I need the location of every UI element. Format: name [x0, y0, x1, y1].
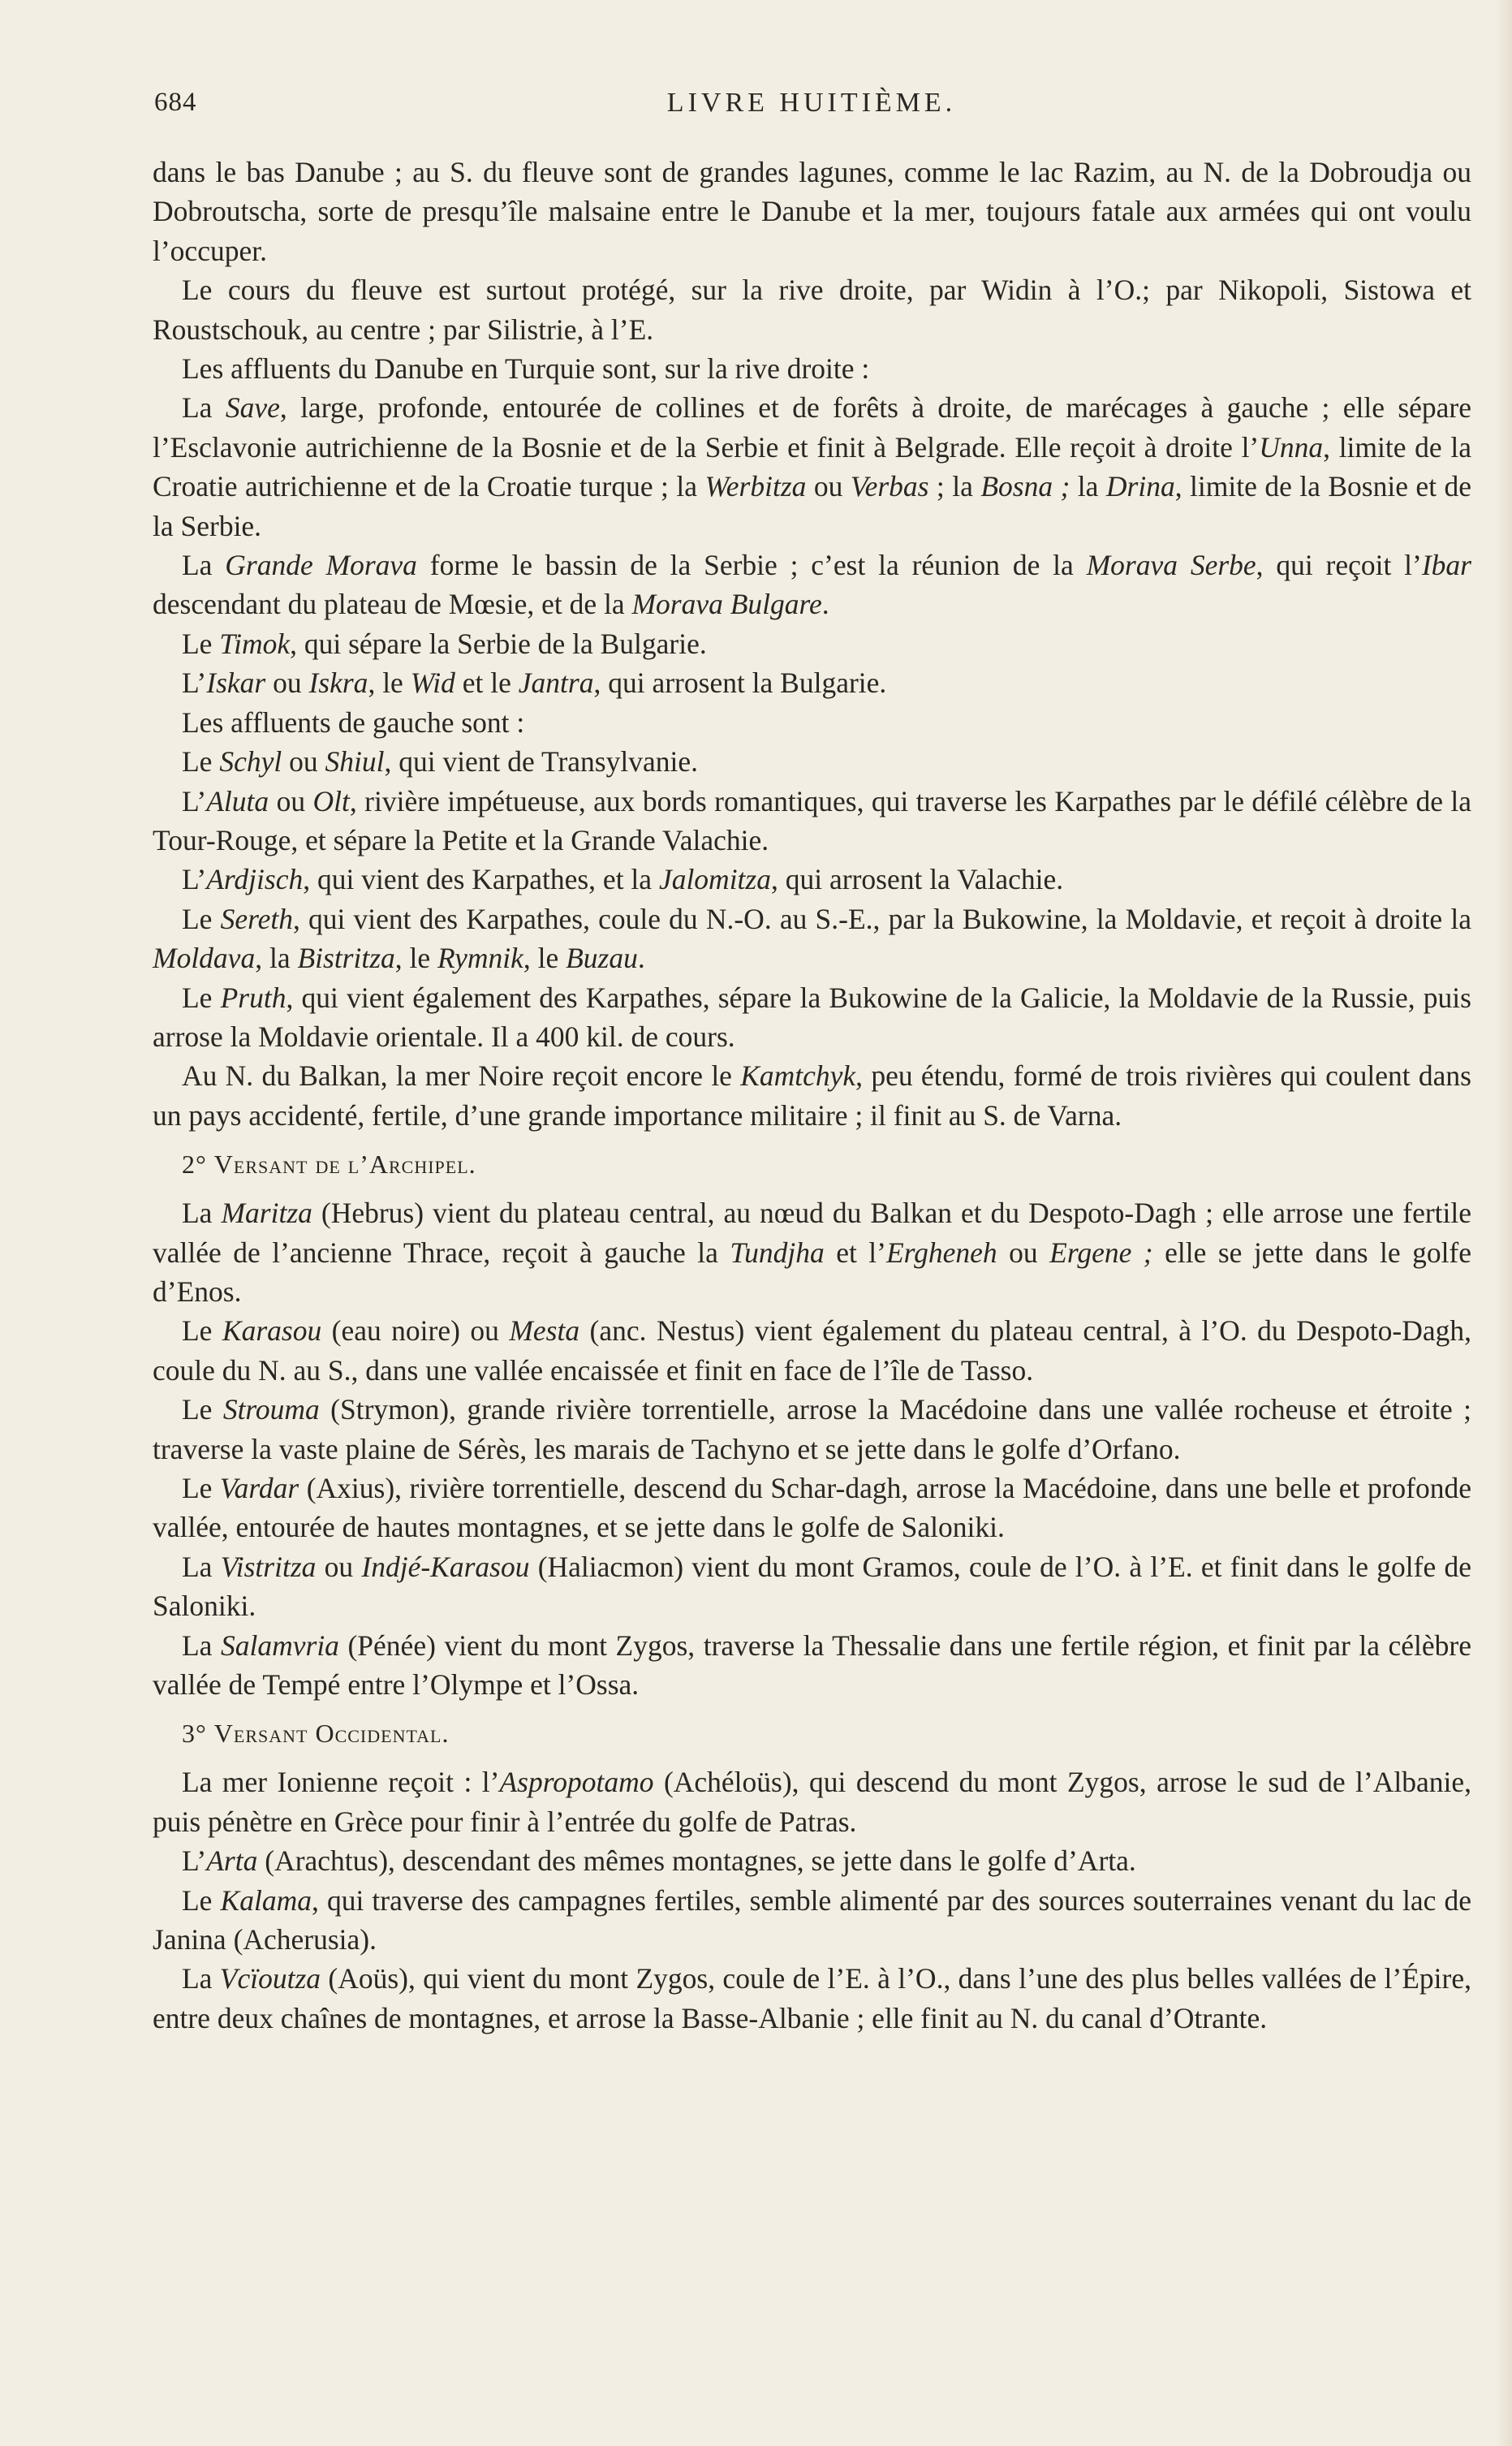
page-header	[154, 88, 1469, 130]
paragraph-arta: L’Arta (Arachtus), descendant des mêmes montagnes, se jette dans le golfe d’Arta.	[182, 1844, 1136, 1878]
paragraph-strouma: Le Strouma (Strymon), grande rivière torrentielle, arrose la Macédoine dans une vallée rocheuse et étroite ; traverse la vaste plaine de Sérès, les marais de Tachyno et se jette dans le golfe d’Orfano.	[153, 1393, 1471, 1465]
paragraph-grande-morava: La Grande Morava forme le bassin de la Serbie ; c’est la réunion de la Morava Serbe, qui reçoit l’Ibar descendant du plateau de Mœsie, et de la Morava Bulgare.	[153, 549, 1471, 621]
paragraph-salamvria: La Salamvria (Pénée) vient du mont Zygos, traverse la Thessalie dans une fertile région, et finit par la célèbre vallée de Tempé entre l’Olympe et l’Ossa.	[153, 1629, 1471, 1702]
paragraph-schyl: Le Schyl ou Shiul, qui vient de Transylvanie.	[182, 745, 698, 779]
paragraph-sereth: Le Sereth, qui vient des Karpathes, coule du N.-O. au S.-E., par la Bukowine, la Moldavie, et reçoit à droite la Moldava, la Bistritza, le Rymnik, le Buzau.	[153, 902, 1471, 975]
paragraph-vardar: Le Vardar (Axius), rivière torrentielle, descend du Schar-dagh, arrose la Macédoine, dans une belle et profonde vallée, entourée de hautes montagnes, et se jette dans le golfe de Saloniki.	[153, 1472, 1471, 1544]
paragraph-kalama: Le Kalama, qui traverse des campagnes fertiles, semble alimenté par des sources souterraines venant du lac de Janina (Acherusia).	[153, 1883, 1471, 1956]
paragraph-aspropotamo: La mer Ionienne reçoit : l’Aspropotamo (Achéloüs), qui descend du mont Zygos, arrose le sud de l’Albanie, puis pénètre en Grèce pour finir à l’entrée du golfe de Patras.	[153, 1766, 1471, 1838]
paragraph-karasou: Le Karasou (eau noire) ou Mesta (anc. Nestus) vient également du plateau central, à l’O. du Despoto-Dagh, coule du N. au S., dans une vallée encaissée et finit en face de l’île de Tasso.	[153, 1314, 1471, 1387]
running-title: LIVRE HUITIÈME.	[666, 88, 957, 118]
paragraph-vistritza: La Vistritza ou Indjé-Karasou (Haliacmon) vient du mont Gramos, coule de l’O. à l’E. et finit dans le golfe de Saloniki.	[153, 1550, 1471, 1623]
paragraph-1: dans le bas Danube ; au S. du fleuve sont de grandes lagunes, comme le lac Razim, au N. de la Dobroudja ou Dobroutscha, sorte de presqu’île malsaine entre le Danube et la mer, toujours fatale aux armées qui ont voulu l’occuper.	[153, 156, 1471, 267]
paragraph-iskar: L’Iskar ou Iskra, le Wid et le Jantra, qui arrosent la Bulgarie.	[182, 667, 887, 700]
paragraph-3: Les affluents du Danube en Turquie sont, sur la rive droite :	[182, 352, 870, 386]
page-number: 684	[154, 88, 197, 117]
paragraph-maritza: La Maritza (Hebrus) vient du plateau central, au nœud du Balkan et du Despoto-Dagh ; elle arrose une fertile vallée de l’ancienne Thrace, reçoit à gauche la Tundjha et l’Ergheneh ou Ergene ; elle se jette dans le golfe d’Enos.	[153, 1197, 1472, 1308]
page-edge-shadow	[1496, 0, 1512, 2446]
paragraph-left-affluents: Les affluents de gauche sont :	[182, 705, 525, 739]
body-text	[153, 153, 1471, 2038]
paragraph-save: La Save, large, profonde, entourée de collines et de forêts à droite, de marécages à gauche ; elle sépare l’Esclavonie autrichienne de la Bosnie et de la Serbie et finit à Belgrade. Elle reçoit à droite l’Unna, limite de la Croatie autrichienne et de la Croatie turque ; la Werbitza ou Verbas ; la Bosna ; la Drina, limite de la Bosnie et de la Serbie.	[153, 391, 1472, 542]
paragraph-2: Le cours du fleuve est surtout protégé, sur la rive droite, par Widin à l’O.; par Nikopoli, Sistowa et Roustschouk, au centre ; par Silistrie, à l’E.	[153, 274, 1471, 346]
paragraph-ardjisch: L’Ardjisch, qui vient des Karpathes, et la Jalomitza, qui arrosent la Valachie.	[182, 863, 1064, 896]
paragraph-kamtchyk: Au N. du Balkan, la mer Noire reçoit encore le Kamtchyk, peu étendu, formé de trois rivières qui coulent dans un pays accidenté, fertile, d’une grande importance militaire ; il finit au S. de Varna.	[153, 1059, 1472, 1132]
paragraph-aluta: L’Aluta ou Olt, rivière impétueuse, aux bords romantiques, qui traverse les Karpathes par le défilé célèbre de la Tour-Rouge, et sépare la Petite et la Grande Valachie.	[153, 784, 1471, 856]
paragraph-pruth: Le Pruth, qui vient également des Karpathes, sépare la Bukowine de la Galicie, la Moldavie de la Russie, puis arrose la Moldavie orientale. Il a 400 kil. de cours.	[153, 981, 1471, 1053]
section-heading-archipel: 2° Versant de l’Archipel.	[182, 1150, 476, 1180]
paragraph-vcioutza: La Vcïoutza (Aoüs), qui vient du mont Zygos, coule de l’E. à l’O., dans l’une des plus belles vallées de l’Épire, entre deux chaînes de montagnes, et arrose la Basse-Albanie ; elle finit au N. du canal d’Otrante.	[153, 1962, 1471, 2034]
paragraph-timok: Le Timok, qui sépare la Serbie de la Bulgarie.	[182, 627, 707, 660]
section-heading-occidental: 3° Versant Occidental.	[182, 1719, 450, 1749]
